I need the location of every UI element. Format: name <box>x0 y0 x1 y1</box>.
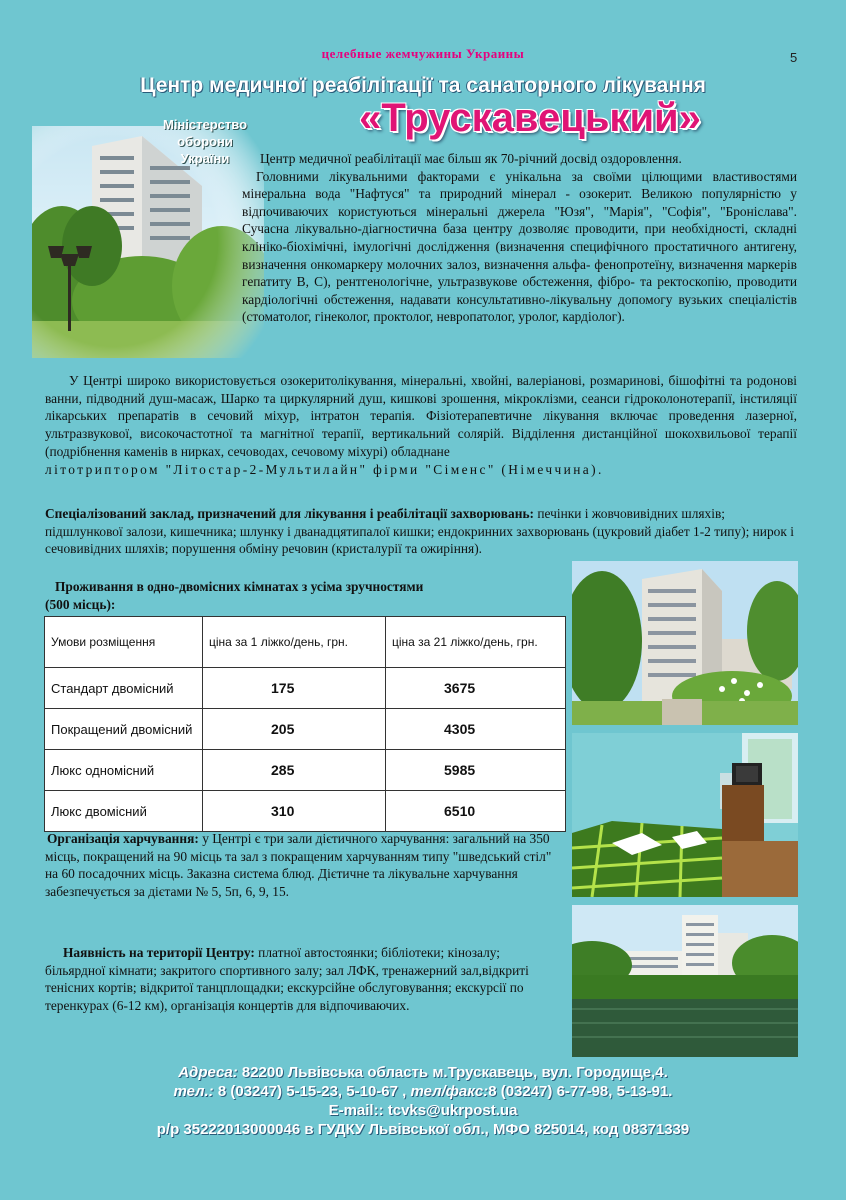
intro-paragraph-1: Центр медичної реабілітації має більш як 70-річний досвід оздоровлення. <box>260 151 682 166</box>
price-day-cell: 175 <box>203 668 386 709</box>
food-block <box>45 830 555 901</box>
price-21-cell: 6510 <box>386 791 566 832</box>
treatment-device-line: літотриптором "Літостар-2-Мультилайн" фірми "Сіменс" (Німеччина). <box>45 461 604 477</box>
email-value: : tcvks@ukrpost.ua <box>378 1102 518 1119</box>
price-table <box>44 616 566 832</box>
specialization-label: Спеціалізований заклад, призначений для лікування і реабілітації захворювань: <box>45 506 534 521</box>
specialization-text: печінки і жовчовивідних шляхів; підшлункової залози, кишечника; шлунку і дванадцятипалої кишки; ендокринних захворювань (цукровий діабет 1-2 типу); нирок і сечовивідних шляхів; порушення обміну речовин (кристалурії та ожиріння). <box>45 506 794 557</box>
address-label: Адреса: <box>178 1064 238 1081</box>
facilities-block <box>45 944 560 1015</box>
price-21-cell: 5985 <box>386 750 566 791</box>
address-value: 82200 Львівська область м.Трускавець, вул. Городище,4. <box>241 1064 668 1081</box>
fax-value: 8 (03247) 6-77-98, 5-13-91. <box>488 1083 673 1100</box>
facilities-text: платної автостоянки; бібліотеки; кінозалу; більярдної кімнати; закритого спортивного залу; зал ЛФК, тренажерний зал,відкриті тенісних кортів; відкритої танцплощадки; екскурсійне обслуговування; екскурсії по теренкурах (6-12 км), організація концертів для відпочиваючих. <box>45 945 529 1014</box>
room-type-cell: Люкс одномісний <box>45 750 203 791</box>
room-type-cell: Покращений двомісний <box>45 709 203 750</box>
food-paragraph <box>45 830 555 901</box>
footer-address <box>20 1064 826 1081</box>
room-interior-photo <box>572 733 798 897</box>
ministry-line-1: Міністерство <box>162 117 248 132</box>
sanatorium-name: «Трускавецький» <box>359 96 701 140</box>
table-row <box>45 791 566 832</box>
footer-email <box>20 1102 826 1119</box>
specialization-paragraph <box>45 505 797 558</box>
room-type-cell: Люкс двомісний <box>45 791 203 832</box>
footer-bank: р/р 35222013000046 в ГУДКУ Львівської обл., МФО 825014, код 08371339 <box>156 1121 690 1138</box>
ministry-line-3: України <box>180 151 230 166</box>
ministry-line-2: оборони <box>177 134 233 149</box>
table-row <box>45 750 566 791</box>
fax-label: тел/факс: <box>410 1083 489 1100</box>
accommodation-heading <box>45 578 565 613</box>
tagline: целебные жемчужины Украины <box>321 46 525 61</box>
facilities-paragraph <box>45 944 560 1015</box>
treatment-text <box>45 372 797 478</box>
tel-label: тел.: <box>173 1083 214 1100</box>
price-day-cell: 310 <box>203 791 386 832</box>
accommodation-line-2: (500 місць): <box>45 596 116 612</box>
price-21-cell: 3675 <box>386 668 566 709</box>
price-21-cell: 4305 <box>386 709 566 750</box>
food-text: у Центрі є три зали дієтичного харчування: загальний на 350 місць, покращений на 90 місць та зал з покращеним харчуванням типу "шведський стіл" на 60 посадочних місць. Заказна система блюд. Дієтичне та лікувальне харчування забезпечується за дієтами № 5, 5п, 6, 9, 15. <box>45 831 552 900</box>
table-header-cell: Умови розміщення <box>45 617 203 668</box>
email-label: E-mail: <box>328 1102 379 1119</box>
page-title: Центр медичної реабілітації та санаторного лікування <box>140 74 706 97</box>
treatment-paragraph: У Центрі широко використовується озокеритолікування, мінеральні, хвойні, валеріанові, розмаринові, бішофітні та родонові ванни, підводний душ-масаж, Шарко та циркулярний душ, кишкові зрошення, мікроклізми, сеанси гідроколонотерапії, інстиляції лікарських препаратів в сечовий міхур, інтратон терапія. Фізіотерапевтичне лікування включає проведення лазерної, ультразвукової, високочастотної та магнітної терапії, вертикальний солярій. Відділення дистанційної шокохвильової терапії (подрібнення каменів в нирках, сечоводах, сечовому міхурі) обладнане <box>45 373 797 459</box>
table-header-cell: ціна за 21 ліжко/день, грн. <box>386 617 566 668</box>
accommodation-line-1: Проживання в одно-двомісних кімнатах з усіма зручностями <box>55 579 424 594</box>
specialization-block <box>45 505 797 558</box>
table-row <box>45 668 566 709</box>
table-header-cell: ціна за 1 ліжко/день, грн. <box>203 617 386 668</box>
food-label: Організація харчування: <box>47 831 199 846</box>
table-header-row <box>45 617 566 668</box>
table-row <box>45 709 566 750</box>
footer-phones <box>20 1083 826 1100</box>
page-number: 5 <box>790 50 798 65</box>
tel-value: 8 (03247) 5-15-23, 5-10-67 , <box>217 1083 407 1100</box>
building-exterior-photo <box>572 561 798 725</box>
price-day-cell: 285 <box>203 750 386 791</box>
facilities-label: Наявність на території Центру: <box>63 945 255 960</box>
lake-view-photo <box>572 905 798 1057</box>
intro-text <box>242 150 797 326</box>
intro-paragraph-2: Головними лікувальними факторами є унікальна за своїми цілющими властивостями мінеральна вода "Нафтуся" та природний мінерал - озокерит. Великою популярністю у відпочиваючих користуються мінеральні джерела "Юзя", "Марія", "Софія", "Броніслава". Сучасна лікувально-діагностична база центру дозволяє проводити, при необхідності, складні клініко-біохімічні, імулогічні дослідження (визначення специфічного простатичного антигену, визначення онкомаркеру молочних залоз, визначення альфа- фенопротеїну, визначення маркерів гепатиту В, С), рентгенологічне, ультразвукове обстеження, фібро- та ректоскопію, проводити кардіологічні обстеження, надавати консультативно-лікувальну допомогу вузьких спеціалістів (стоматолог, гінеколог, проктолог, невропатолог, уролог, кардіолог). <box>242 168 797 325</box>
price-day-cell: 205 <box>203 709 386 750</box>
room-type-cell: Стандарт двомісний <box>45 668 203 709</box>
